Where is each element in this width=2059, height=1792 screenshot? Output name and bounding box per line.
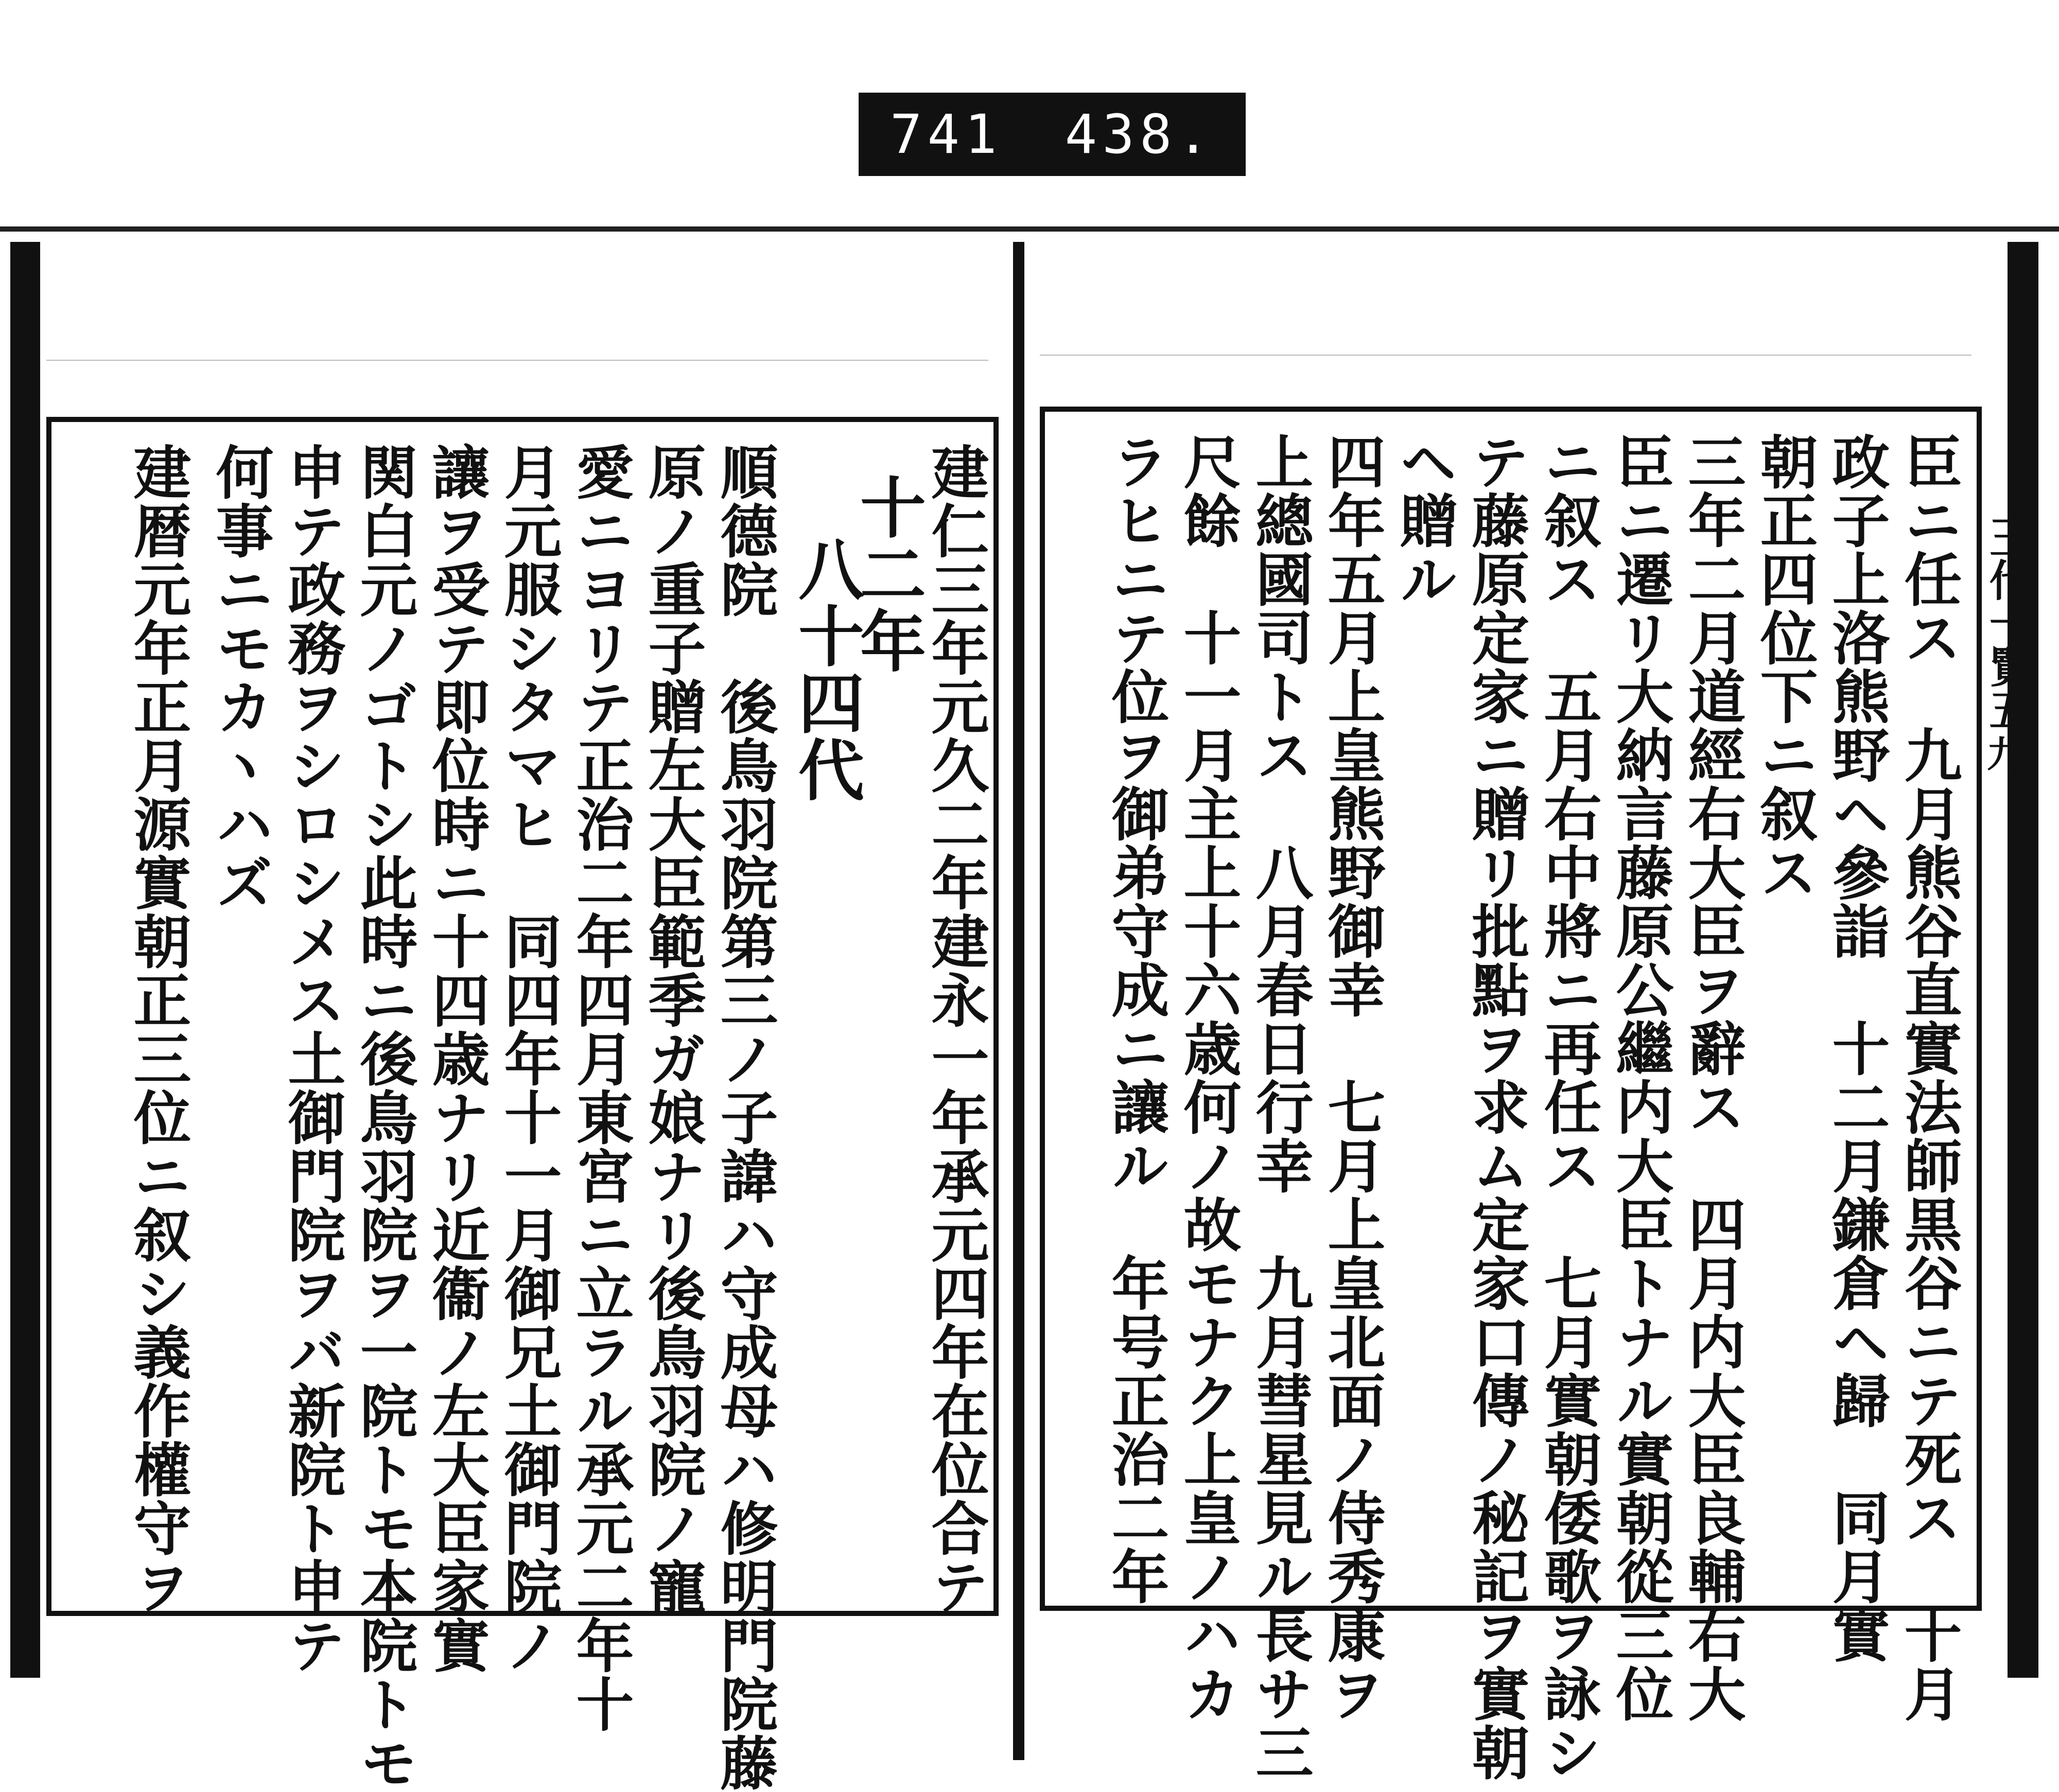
text-column-1: 建仁三年元久二年建永一年承元四年在位合テ <box>922 443 989 1616</box>
call-number-part-2: 438. <box>1065 103 1215 166</box>
right-margin-title: 王代一覽五 <box>1982 515 2033 731</box>
text-column-1: 臣ニ任ス 九月熊谷直實法師黒谷ニテ死ス 十月 <box>1895 432 1962 1723</box>
right-page-outer-edge <box>2008 242 2038 1678</box>
text-column-7: 月元服シタマヒ 同四年十一月御兄土御門院ノ <box>495 443 562 1675</box>
book-gutter <box>1013 242 1024 1760</box>
text-column-8: 讓ヲ受テ即位時ニ十四歳ナリ近衞ノ左大臣家實 <box>423 443 490 1675</box>
text-column-12: 建暦元年正月源實朝正三位ニ叙シ義作權守ヲ <box>124 443 191 1616</box>
text-column-10: 上總國司トス 八月春日行幸 九月彗星見ル長サ三 <box>1246 432 1314 1782</box>
text-column-11: 尺餘 十一月主上十六歳何ノ故モナク上皇ノハカ <box>1174 432 1242 1723</box>
text-column-5: 原ノ重子贈左大臣範季ガ娘ナリ後鳥羽院ノ寵 <box>639 443 706 1616</box>
book-top-edge <box>0 226 2059 240</box>
text-column-8: ヘ贈ル <box>1390 432 1458 608</box>
text-column-4: 三年二月道經右大臣ヲ辭ス 四月内大臣良輔右大 <box>1679 432 1746 1723</box>
text-column-2: 十二年 <box>849 473 926 674</box>
text-column-9: 関白元ノゴトシ此時ニ後鳥羽院ヲ一院トモ本院トモ <box>351 443 418 1792</box>
call-number-label <box>859 93 1246 176</box>
left-page-outer-edge <box>10 242 40 1678</box>
text-column-4: 順德院 後鳥羽院第三ノ子諱ハ守成母ハ修明門院藤 <box>711 443 778 1792</box>
text-column-11: 何事ニモカヽハズ <box>206 443 274 912</box>
text-column-12: ラヒニテ位ヲ御弟守成ニ讓ル 年号正治二年 <box>1102 432 1170 1606</box>
text-column-7: テ藤原定家ニ贈リ批點ヲ求ム定家口傳ノ秘記ヲ實朝 <box>1462 432 1530 1782</box>
left-page <box>46 417 999 1792</box>
right-page-folio-number: 九 <box>1987 733 2023 776</box>
text-column-6: ニ叙ス 五月右中將ニ再任ス 七月實朝倭歌ヲ詠シ <box>1534 432 1602 1782</box>
reign-number-heading: 八十四代 <box>787 535 864 803</box>
text-column-6: 愛ニヨリテ正治二年四月東宮ニ立ラル承元二年十 <box>567 443 634 1733</box>
text-column-3: 朝正四位下ニ叙ス <box>1751 432 1818 902</box>
call-number-part-1: 741 <box>889 103 1002 166</box>
text-column-2: 政子上洛熊野ヘ參詣 十二月鎌倉ヘ歸 同月實 <box>1823 432 1890 1664</box>
text-column-10: 申テ政務ヲシロシメス土御門院ヲバ新院ト申テ <box>278 443 346 1675</box>
text-column-5: 臣ニ遷リ大納言藤原公繼内大臣トナル實朝從三位 <box>1607 432 1674 1723</box>
right-page <box>1040 407 1982 1782</box>
text-column-9: 四年五月上皇熊野御幸 七月上皇北面ノ侍秀康ヲ <box>1318 432 1386 1723</box>
